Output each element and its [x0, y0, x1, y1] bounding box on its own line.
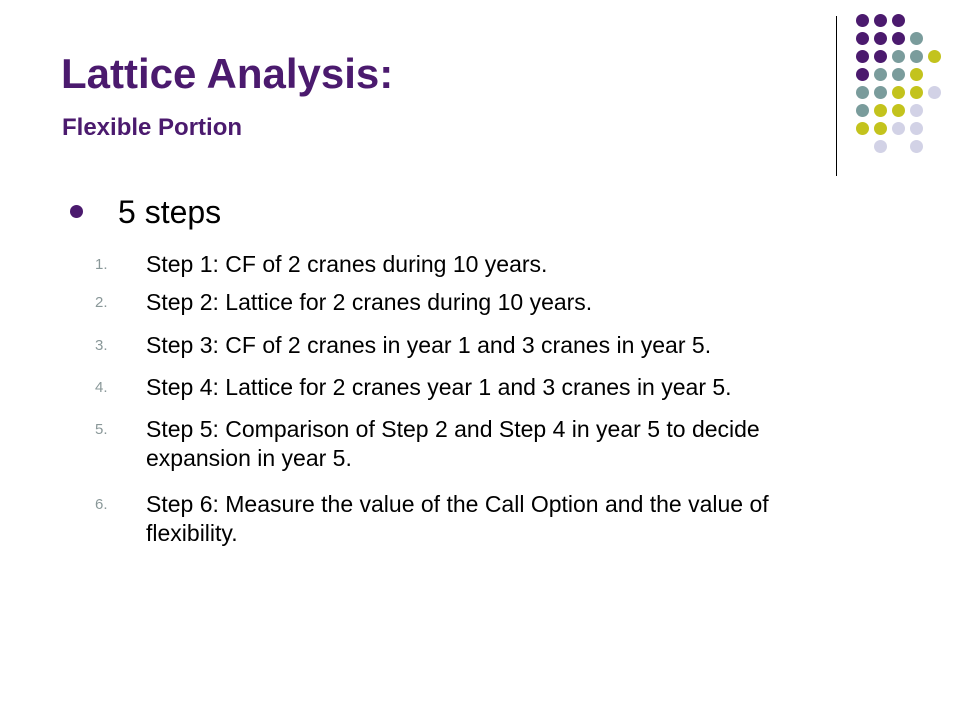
step-text: Step 6: Measure the value of the Call Option and the value of flexibility.: [146, 491, 769, 546]
step-text: Step 1: CF of 2 cranes during 10 years.: [146, 251, 548, 277]
step-text: Step 3: CF of 2 cranes in year 1 and 3 cranes in year 5.: [146, 332, 712, 358]
step-text: Step 5: Comparison of Step 2 and Step 4 in year 5 to decide expansion in year 5.: [146, 416, 760, 471]
main-bullet-text: 5 steps: [118, 194, 222, 230]
slide-subtitle: Flexible Portion: [62, 114, 243, 141]
step-text: Step 2: Lattice for 2 cranes during 10 years.: [146, 289, 593, 315]
step-number: 2.: [95, 294, 108, 311]
slide-title: Lattice Analysis:: [61, 50, 394, 97]
step-number: 3.: [95, 337, 108, 354]
step-number: 4.: [95, 379, 108, 396]
list-item: [0, 331, 960, 361]
step-text: Step 4: Lattice for 2 cranes year 1 and 3 cranes in year 5.: [146, 374, 732, 400]
list-item: [0, 288, 960, 318]
step-number: 1.: [95, 256, 108, 273]
list-item: [0, 250, 960, 280]
list-item: [0, 415, 960, 475]
step-number: 5.: [95, 421, 108, 438]
list-item: [0, 373, 960, 403]
step-number: 6.: [95, 496, 108, 513]
list-item: [0, 490, 960, 550]
